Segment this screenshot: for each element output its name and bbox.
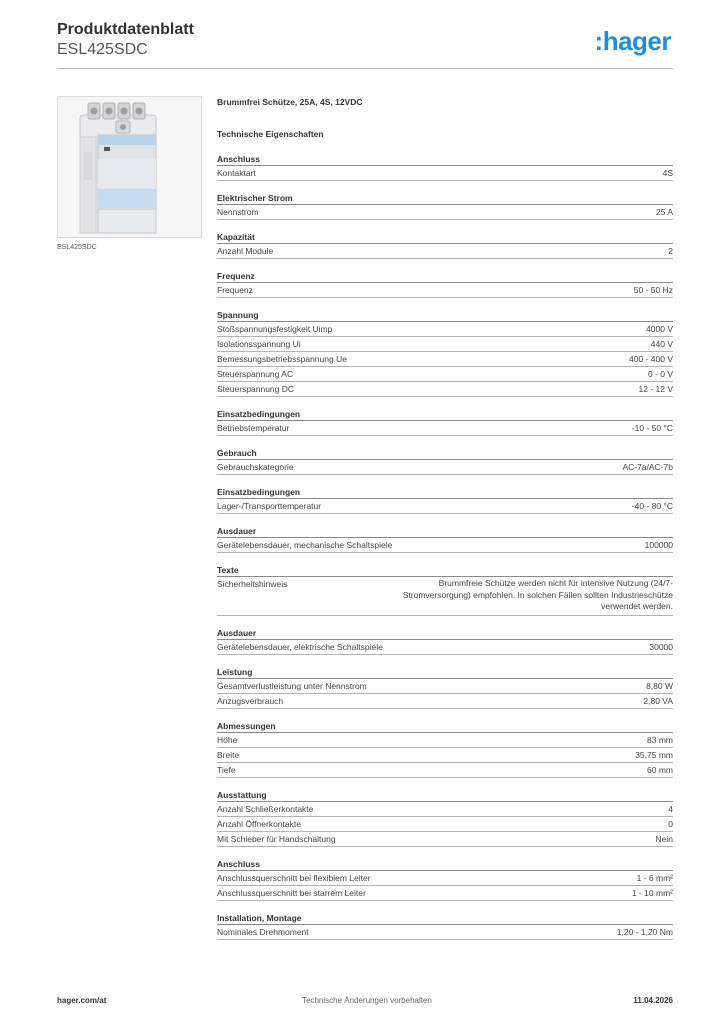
spec-group (217, 192, 673, 220)
spec-group-title: Anschluss (217, 858, 673, 871)
spec-row (217, 244, 673, 259)
spec-value: 2 (668, 246, 673, 256)
spec-row (217, 421, 673, 436)
spec-groups (217, 153, 673, 940)
spec-row (217, 640, 673, 655)
spec-row (217, 871, 673, 886)
spec-group (217, 270, 673, 298)
spec-group (217, 858, 673, 901)
spec-value: 35,75 mm (635, 749, 673, 760)
spec-row (217, 817, 673, 832)
spec-label: Gerätelebensdauer, mechanische Schaltspiele (217, 540, 393, 550)
spec-value: Nein (655, 833, 673, 844)
spec-row (217, 499, 673, 514)
spec-value: 1,20 - 1,20 Nm (616, 926, 673, 937)
spec-value: AC-7a/AC-7b (622, 462, 673, 472)
product-image (57, 96, 202, 238)
spec-label: Steuerspannung AC (217, 369, 294, 379)
spec-row (217, 886, 673, 901)
spec-group-title: Ausdauer (217, 525, 673, 538)
spec-label: Tiefe (217, 764, 236, 775)
spec-group (217, 720, 673, 778)
spec-label: Bemessungsbetriebsspannung Ue (217, 354, 347, 364)
spec-group (217, 309, 673, 397)
spec-group-title: Texte (217, 564, 673, 577)
spec-label: Gebrauchskategorie (217, 462, 294, 472)
spec-group-title: Anschluss (217, 153, 673, 166)
spec-group (217, 912, 673, 940)
spec-group (217, 666, 673, 709)
hager-logo (595, 28, 671, 54)
spec-value: 12 - 12 V (638, 384, 673, 394)
spec-value: 100000 (644, 540, 673, 550)
document-subtitle: ESL425SDC (57, 41, 148, 58)
spec-value: 8,80 W (646, 680, 673, 691)
spec-label: Anzahl Öffnerkontakte (217, 818, 301, 829)
spec-label: Stoßspannungsfestigkeit Uimp (217, 324, 333, 334)
spec-row (217, 763, 673, 778)
spec-label: Nominales Drehmoment (217, 926, 309, 937)
contactor-device-illustration (58, 97, 201, 237)
spec-group-title: Ausdauer (217, 627, 673, 640)
spec-group-title: Installation, Montage (217, 912, 673, 925)
spec-group (217, 486, 673, 514)
spec-group (217, 447, 673, 475)
spec-label: Anzugsverbrauch (217, 695, 284, 706)
spec-group-title: Elektrischer Strom (217, 192, 673, 205)
spec-value: Brummfreie Schütze werden nicht für intensive Nutzung (24/7-Stromversorgung) empfohlen. In solchen Fällen sollten Industrieschütze verwendet werden. (402, 578, 673, 611)
spec-row (217, 538, 673, 553)
spec-group (217, 231, 673, 259)
logo-text: :hager (594, 26, 671, 56)
spec-label: Nennstrom (217, 207, 259, 217)
spec-value: 30000 (649, 641, 673, 652)
spec-row (217, 832, 673, 847)
spec-group-title: Einsatzbedingungen (217, 408, 673, 421)
spec-row (217, 322, 673, 337)
spec-group (217, 408, 673, 436)
spec-label: Gesamtverlustleistung unter Nennstrom (217, 680, 367, 691)
spec-label: Lager-/Transporttemperatur (217, 501, 322, 511)
spec-group-title: Einsatzbedingungen (217, 486, 673, 499)
page-header (57, 20, 673, 68)
spec-value: -40 - 80 °C (631, 501, 673, 511)
spec-value: 4000 V (646, 324, 673, 334)
spec-label: Sicherheitshinweis (217, 579, 288, 589)
spec-group-title: Abmessungen (217, 720, 673, 733)
spec-value: 1 - 10 mm² (631, 887, 673, 898)
spec-label: Breite (217, 749, 240, 760)
spec-row (217, 802, 673, 817)
spec-label: Anschlussquerschnitt bei starrem Leiter (217, 887, 366, 898)
spec-row (217, 283, 673, 298)
spec-row (217, 460, 673, 475)
spec-value: 4S (662, 168, 673, 178)
spec-group-title: Leistung (217, 666, 673, 679)
spec-label: Betriebstemperatur (217, 423, 290, 433)
footer-date: 11.04.2026 (633, 996, 673, 1005)
footer-disclaimer: Technische Änderungen vorbehalten (302, 996, 432, 1005)
spec-group-title: Ausstattung (217, 789, 673, 802)
spec-value: 50 - 50 Hz (633, 285, 673, 295)
spec-row (217, 337, 673, 352)
spec-group (217, 627, 673, 655)
spec-row (217, 367, 673, 382)
spec-value: 0 - 0 V (647, 369, 673, 379)
spec-label: Isolationsspannung Ui (217, 339, 301, 349)
product-image-caption: ESL425SDC (57, 244, 97, 251)
spec-label: Anzahl Module (217, 246, 274, 256)
spec-row (217, 748, 673, 763)
spec-row (217, 679, 673, 694)
spec-value: 2,80 VA (643, 695, 673, 706)
spec-value: 0 (668, 818, 673, 829)
spec-group (217, 525, 673, 553)
spec-row (217, 382, 673, 397)
spec-value: 83 mm (647, 734, 673, 745)
spec-value: 440 V (650, 339, 673, 349)
product-name: Brummfrei Schütze, 25A, 4S, 12VDC (217, 97, 363, 107)
section-heading: Technische Eigenschaften (217, 129, 324, 139)
spec-label: Mit Schieber für Handschaltung (217, 833, 336, 844)
document-title: Produktdatenblatt (57, 21, 194, 38)
spec-group (217, 153, 673, 181)
spec-row (217, 352, 673, 367)
spec-content (217, 96, 673, 940)
spec-label: Kontaktart (217, 168, 256, 178)
spec-value: -10 - 50 °C (631, 423, 673, 433)
spec-row (217, 925, 673, 940)
spec-group-title: Spannung (217, 309, 673, 322)
spec-group-title: Kapazität (217, 231, 673, 244)
footer-website: hager.com/at (57, 996, 107, 1005)
spec-row (217, 577, 673, 616)
spec-row (217, 733, 673, 748)
spec-value: 60 mm (647, 764, 673, 775)
spec-group-title: Frequenz (217, 270, 673, 283)
header-divider (57, 68, 673, 69)
spec-label: Gerätelebensdauer, elektrische Schaltspiele (217, 641, 383, 652)
spec-label: Anschlussquerschnitt bei flexiblem Leiter (217, 872, 371, 883)
spec-label: Anzahl Schließerkontakte (217, 803, 314, 814)
spec-row (217, 166, 673, 181)
spec-group (217, 789, 673, 847)
spec-group (217, 564, 673, 616)
spec-label: Steuerspannung DC (217, 384, 295, 394)
spec-value: 1 - 6 mm² (636, 872, 673, 883)
spec-value: 25 A (655, 207, 673, 217)
spec-label: Frequenz (217, 285, 253, 295)
spec-value: 400 - 400 V (629, 354, 673, 364)
spec-value: 4 (668, 803, 673, 814)
spec-row (217, 694, 673, 709)
spec-row (217, 205, 673, 220)
spec-label: Höhe (217, 734, 238, 745)
spec-group-title: Gebrauch (217, 447, 673, 460)
